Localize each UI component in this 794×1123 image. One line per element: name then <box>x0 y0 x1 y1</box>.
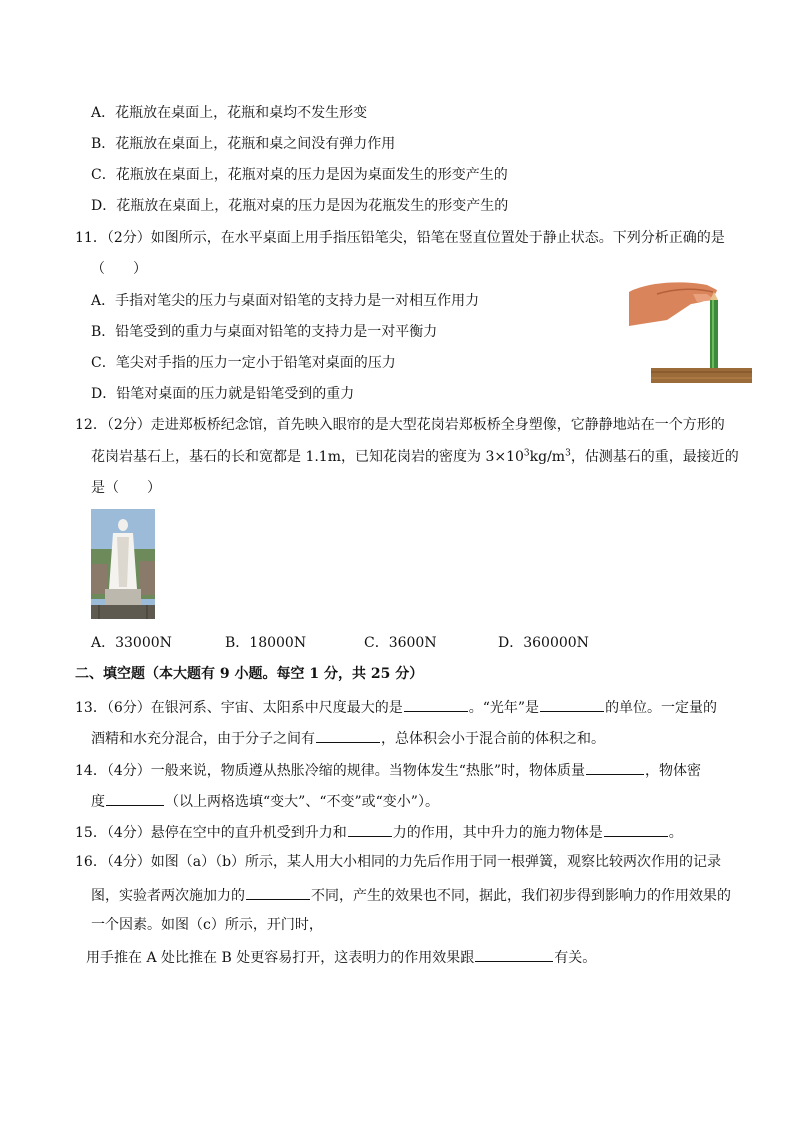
statue-photo <box>91 509 155 619</box>
q16-line1: 16．（4分）如图（a）（b）所示，某人用大小相同的力先后作用于同一根弹簧，观察比较两次作用的记录 <box>75 854 722 870</box>
q11-option-b: B．铅笔受到的重力与桌面对铅笔的支持力是一对平衡力 <box>91 324 438 340</box>
q12-option-c: C．3600N <box>364 635 437 651</box>
building-left <box>91 564 107 594</box>
q12-option-a: A．33000N <box>91 635 172 651</box>
q14-line2 <box>91 791 439 811</box>
q14-part-d: （以上两格选填“变大”、“不变”或“变小”）。 <box>165 794 439 810</box>
q16-line2 <box>91 885 731 905</box>
statue-shade <box>117 537 129 587</box>
q13-part-b: 。“光年”是 <box>468 700 540 716</box>
q12-line2-part-a: 花岗岩基石上，基石的长和宽都是 1.1m，已知花岗岩的密度为 3×10 <box>91 449 524 465</box>
q16-blank-2[interactable] <box>475 947 553 962</box>
q16-part-d: 有关。 <box>554 950 597 966</box>
q16-part-a: 图，实验者两次施加力的 <box>91 888 245 904</box>
q13-part-a: 13．（6分）在银河系、宇宙、太阳系中尺度最大的是 <box>75 700 403 716</box>
q12-exponent-2: 3 <box>565 448 571 459</box>
q12-option-d: D．360000N <box>498 635 589 651</box>
q13-part-c: 的单位。一定量的 <box>605 700 718 716</box>
q15-part-b: 力的作用，其中升力的施力物体是 <box>392 825 603 841</box>
pencil-highlight <box>712 300 714 368</box>
statue-base <box>105 589 141 605</box>
q16-part-c: 用手推在 A 处比推在 B 处更容易打开，这表明力的作用效果跟 <box>86 950 475 966</box>
q12-stem-line2 <box>91 448 739 466</box>
q10-option-d: D．花瓶放在桌面上，花瓶对桌的压力是因为花瓶发生的形变产生的 <box>91 198 509 214</box>
q16-line4 <box>86 947 596 967</box>
table-top <box>651 368 752 383</box>
q10-option-b: B．花瓶放在桌面上，花瓶和桌之间没有弹力作用 <box>91 136 396 152</box>
pencil-finger-figure <box>627 280 752 384</box>
q16-blank-1[interactable] <box>246 885 310 900</box>
q10-option-c: C．花瓶放在桌面上，花瓶对桌的压力是因为桌面发生的形变产生的 <box>91 167 508 183</box>
hand-shape <box>629 282 717 326</box>
q13-part-e: ，总体积会小于混合前的体积之和。 <box>381 731 605 747</box>
q15-blank-1[interactable] <box>348 822 392 837</box>
q12-line2-part-c: ，估测基石的重，最接近的 <box>570 449 739 465</box>
q16-part-b: 不同，产生的效果也不同，据此，我们初步得到影响力的作用效果的 <box>311 888 731 904</box>
q13-blank-2[interactable] <box>540 697 604 712</box>
q13-blank-3[interactable] <box>316 728 380 743</box>
q14-part-a: 14．（4分）一般来说，物质遵从热胀冷缩的规律。当物体发生“热胀”时，物体质量 <box>75 763 586 779</box>
q12-stem-line1: 12．（2分）走进郑板桥纪念馆，首先映入眼帘的是大型花岗岩郑板桥全身塑像，它静静地站在一个方形的 <box>75 417 725 433</box>
q14-part-b: ，物体密 <box>645 763 702 779</box>
building-right <box>139 561 155 595</box>
q12-option-b: B．18000N <box>225 635 307 651</box>
q11-answer-paren: （ ） <box>91 261 147 277</box>
q13-line1 <box>75 697 717 717</box>
q15-line <box>75 822 683 842</box>
statue-head <box>118 519 128 531</box>
q12-stem-line3: 是（ ） <box>91 480 161 496</box>
q15-part-c: 。 <box>668 825 683 841</box>
q13-part-d: 酒精和水充分混合，由于分子之间有 <box>91 731 315 747</box>
q10-option-a: A．花瓶放在桌面上，花瓶和桌均不发生形变 <box>91 105 368 121</box>
q11-stem: 11．（2分）如图所示，在水平桌面上用手指压铅笔尖，铅笔在竖直位置处于静止状态。下列分析正确的是 <box>75 230 725 246</box>
q11-option-a: A．手指对笔尖的压力与桌面对铅笔的支持力是一对相互作用力 <box>91 293 480 309</box>
q13-blank-1[interactable] <box>404 697 468 712</box>
q16-line3: 一个因素。如图（c）所示，开门时， <box>91 917 323 933</box>
q11-option-d: D．铅笔对桌面的压力就是铅笔受到的重力 <box>91 386 355 402</box>
q15-blank-2[interactable] <box>604 822 668 837</box>
q13-line2 <box>91 728 605 748</box>
q14-line1 <box>75 760 701 780</box>
q12-line2-part-b: kg/m <box>529 449 566 465</box>
q12-exponent-1: 3 <box>523 448 530 459</box>
q14-blank-1[interactable] <box>586 760 644 775</box>
ground <box>91 605 155 619</box>
q14-part-c: 度 <box>91 794 105 810</box>
q15-part-a: 15．（4分）悬停在空中的直升机受到升力和 <box>75 825 347 841</box>
section2-title: 二、填空题（本大题有 9 小题。每空 1 分，共 25 分） <box>75 666 424 682</box>
q11-option-c: C．笔尖对手指的压力一定小于铅笔对桌面的压力 <box>91 355 396 371</box>
q14-blank-2[interactable] <box>106 791 164 806</box>
